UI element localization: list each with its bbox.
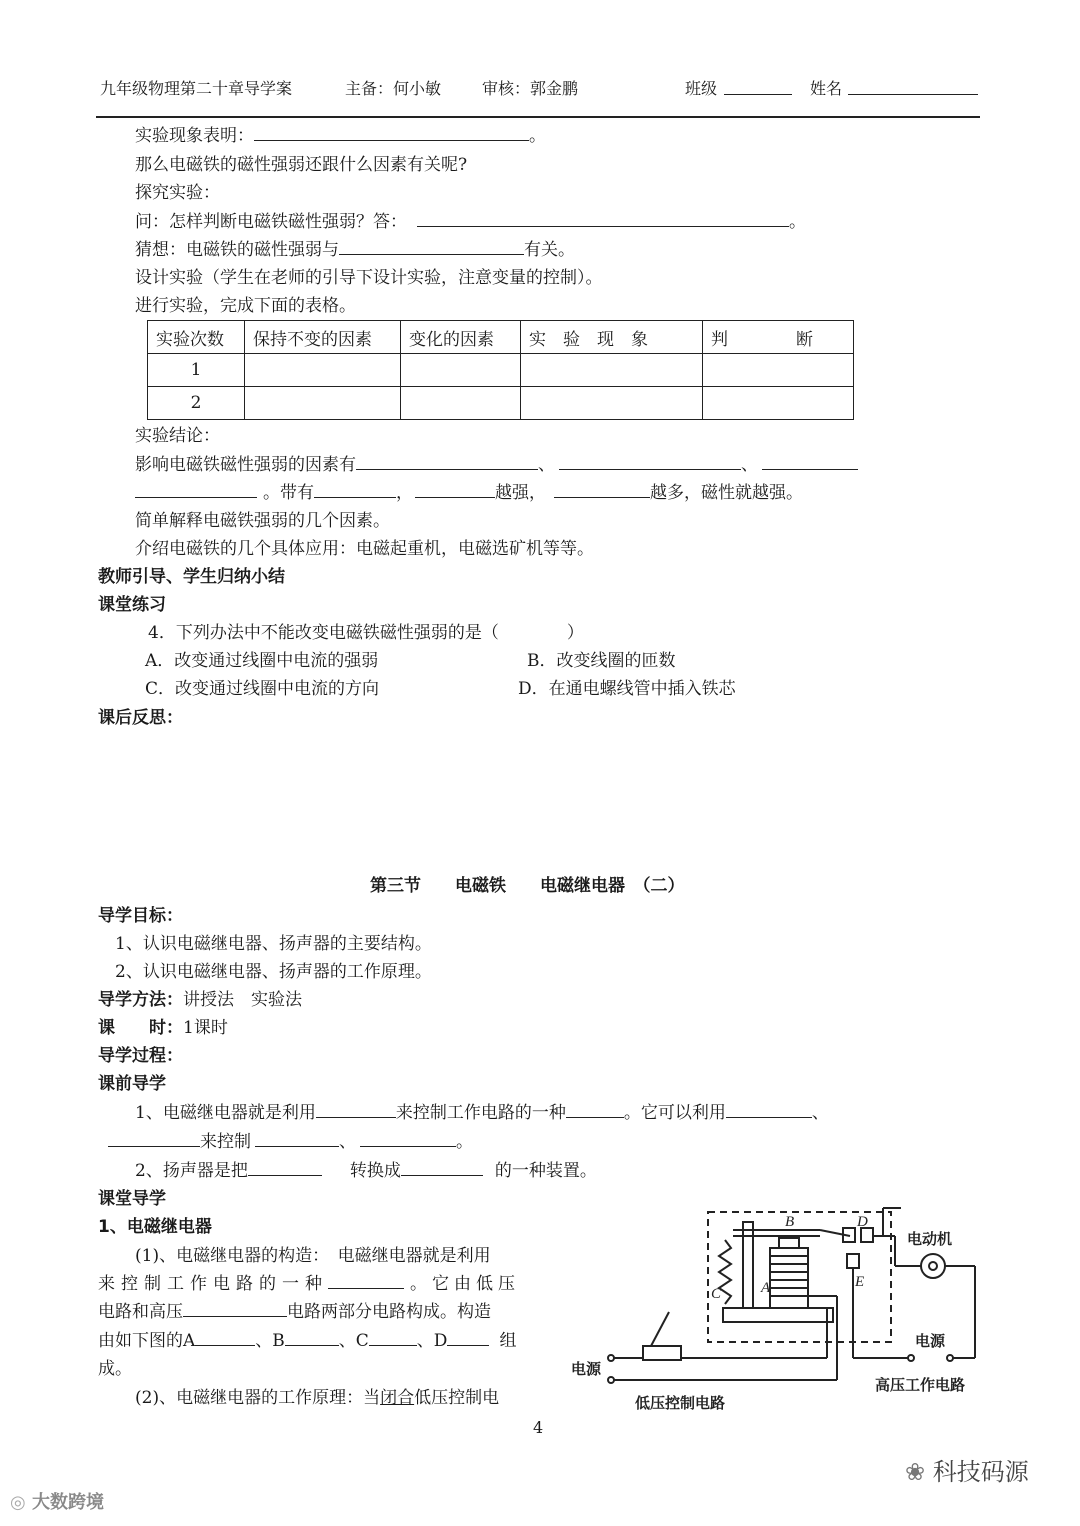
figure-label-d: D [857,1214,868,1230]
structure-line-5: 成。 [98,1359,132,1379]
relay-diagram [565,1200,985,1420]
switch-lever [651,1312,669,1346]
option-b[interactable]: B．改变线圈的匝数 [527,651,676,671]
table-header-cell: 变化的因素 [401,321,521,354]
table-row [148,354,854,387]
pre-heading: 课前导学 [98,1074,166,1094]
structure-blank-1[interactable] [328,1270,404,1289]
header-rule [96,116,980,118]
factor-blank-1[interactable] [356,451,538,470]
apps-line: 介绍电磁铁的几个具体应用：电磁起重机，电磁选矿机等等。 [135,539,594,559]
motor [921,1254,945,1278]
more-blank[interactable] [554,479,650,498]
header-title: 九年级物理第二十章导学案 [100,79,293,98]
hours-line: 课 时：1课时 [98,1018,228,1038]
contact-e [847,1254,859,1268]
design-line: 设计实验（学生在老师的引导下设计实验，注意变量的控制）。 [135,268,603,288]
summary-heading: 教师引导、学生归纳小结 [98,567,285,587]
factor-blank-3[interactable] [762,451,858,470]
practice-heading: 课堂练习 [98,595,166,615]
stronger-blank[interactable] [415,479,495,498]
figure-label-e: E [855,1274,865,1290]
table-header-cell: 判 断 [703,321,854,354]
blank-d[interactable] [447,1327,489,1346]
table-cell[interactable] [245,354,401,387]
conclusion-title: 实验结论： [135,426,220,446]
class-blank[interactable] [724,94,792,95]
option-d[interactable]: D．在通电螺线管中插入铁芯 [518,679,736,699]
goals-heading: 导学目标： [98,906,183,926]
factor-blank-2[interactable] [559,451,741,470]
figure-power-left: 电源 [571,1360,602,1378]
table-header-cell: 保持不变的因素 [245,321,401,354]
option-a[interactable]: A．改变通过线圈中电流的强弱 [145,651,379,671]
table-header-cell: 实 验 现 象 [521,321,703,354]
guess-line: 猜想：电磁铁的磁性强弱与 有关。 [135,236,575,264]
header-reviewer: 审核：郭金鹏 [482,79,579,98]
pre-line-1: 1、电磁继电器就是利用 来控制工作电路的一种 。它可以利用 、 [135,1099,829,1127]
figure-power-right: 电源 [915,1332,946,1350]
phenomenon-blank[interactable] [254,122,529,141]
figure-label-a: A [761,1280,771,1296]
switch-base [643,1346,681,1360]
method-line: 导学方法：讲授法 实验法 [98,990,302,1010]
pre-blank-3[interactable] [726,1099,812,1118]
section-title: 第三节 电磁铁 电磁继电器 （二） [370,876,685,896]
wechat-icon: ❀ [905,1458,926,1486]
goal-2: 2、认识电磁继电器、扬声器的工作原理。 [115,962,432,982]
ask-blank[interactable] [417,208,789,227]
principle-line: (2)、电磁继电器的工作原理：当闭合低压控制电 [135,1388,500,1408]
conduct-line: 进行实验，完成下面的表格。 [135,296,356,316]
table-cell[interactable] [703,354,854,387]
structure-line-3: 电路和高压 电路两部分电路构成。构造 [98,1298,491,1326]
structure-line-1: (1)、电磁继电器的构造： 电磁继电器就是利用 [135,1246,491,1266]
guess-blank[interactable] [339,236,524,255]
table-cell[interactable] [401,354,521,387]
table-cell[interactable] [245,387,401,420]
process-heading: 导学过程： [98,1046,183,1066]
explain-line: 简单解释电磁铁强弱的几个因素。 [135,511,390,531]
figure-high-circuit: 高压工作电路 [875,1376,966,1394]
header-name-label: 姓名 [810,79,843,98]
conclusion-line1: 影响电磁铁磁性强弱的因素有 、 、 [135,451,858,479]
blank-b[interactable] [285,1327,339,1346]
relay-post [743,1222,753,1308]
table-cell[interactable] [401,387,521,420]
table-cell: 1 [148,354,245,387]
relay-base [723,1308,833,1322]
figure-label-b: B [785,1214,795,1230]
blank-a[interactable] [195,1327,255,1346]
structure-line-4: 由如下图的A 、B 、C 、D 组 [98,1327,516,1355]
pre-blank-7[interactable] [248,1157,322,1176]
watermark-logo-icon: ◎ [10,1492,26,1513]
pre-blank-8[interactable] [401,1157,483,1176]
header-author: 主备：何小敏 [345,79,442,98]
pre-blank-6[interactable] [360,1128,456,1147]
table-header-row [148,321,854,354]
question-line: 那么电磁铁的磁性强弱还跟什么因素有关呢? [135,155,468,175]
relay-heading: 1、电磁继电器 [98,1217,212,1237]
phenomenon-line: 实验现象表明： 。 [135,122,546,150]
option-c[interactable]: C．改变通过线圈中电流的方向 [145,679,380,699]
with-blank[interactable] [314,479,396,498]
blank-c[interactable] [369,1327,417,1346]
reflection-heading: 课后反思： [98,708,183,728]
pre-blank-1[interactable] [316,1099,396,1118]
figure-label-c: C [711,1286,722,1302]
table-header-cell: 实验次数 [148,321,245,354]
table-cell[interactable] [521,387,703,420]
factor-blank-4[interactable] [135,479,257,498]
pre-blank-4[interactable] [108,1128,200,1147]
watermark-left: ◎ 大数跨境 [10,1492,104,1513]
header-class-label: 班级 [685,79,718,98]
figure-motor-label: 电动机 [907,1230,953,1248]
table-cell[interactable] [521,354,703,387]
page-number: 4 [533,1418,544,1437]
experiment-table [147,320,854,420]
figure-low-circuit: 低压控制电路 [635,1394,726,1412]
structure-blank-2[interactable] [183,1298,287,1317]
pre-blank-2[interactable] [566,1099,624,1118]
explore-line: 探究实验： [135,183,220,203]
structure-line-2: 来控制工作电路的一种 。它由低压 [98,1270,520,1298]
practice-question: 4．下列办法中不能改变电磁铁磁性强弱的是（ ） [148,623,584,643]
name-blank[interactable] [848,94,978,95]
ask-line: 问：怎样判断电磁铁磁性强弱？答： 。 [135,208,806,236]
table-cell: 2 [148,387,245,420]
pre-line-1b: 来控制 、 。 [108,1128,473,1156]
watermark-right: ❀ 科技码源 [905,1458,1029,1486]
conclusion-line2: 。带有 ， 越强， 越多，磁性就越强。 [135,479,803,507]
pre-line-2: 2、扬声器是把 转换成 的一种装置。 [135,1157,597,1185]
goal-1: 1、认识电磁继电器、扬声器的主要结构。 [115,934,432,954]
class-heading: 课堂导学 [98,1189,166,1209]
pre-blank-5[interactable] [255,1128,339,1147]
table-cell[interactable] [703,387,854,420]
table-row [148,387,854,420]
